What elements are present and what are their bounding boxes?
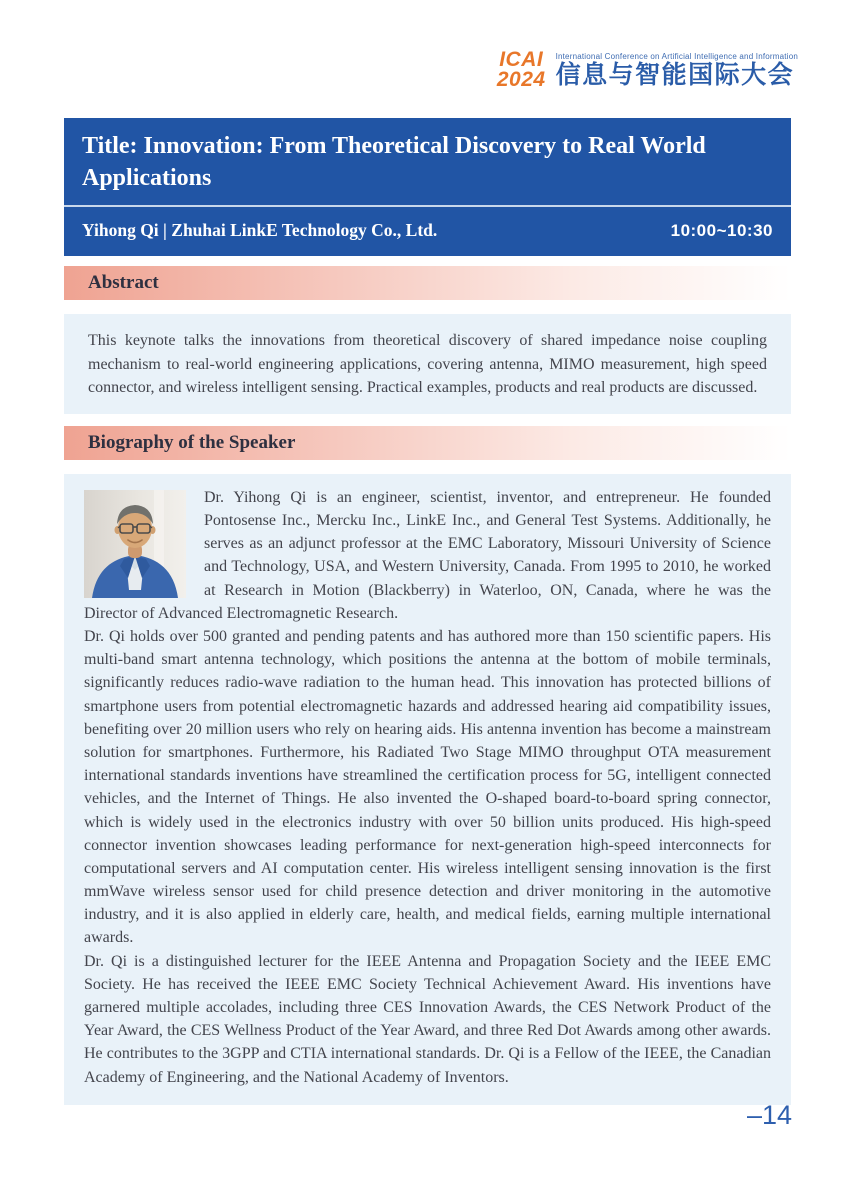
biography-paragraph: Dr. Yihong Qi is an engineer, scientist, inventor, and entrepreneur. He founded Pontosense Inc., Mercku Inc., LinkE Inc., and General Test Systems. Additionally, he serves as an adjunct professor at the EMC Laboratory, Missouri University of Science and Technology, USA, and Western University, Canada. From 1995 to 2010, he worked at Research in Motion (Blackberry) in Waterloo, ON, Canada, where he was the Director of Advanced Electromagnetic Research. — [84, 488, 771, 622]
logo-title-zh: 信息与智能国际大会 — [555, 60, 795, 89]
logo-icai-mark — [497, 50, 546, 90]
conference-logo — [497, 50, 798, 90]
page-number: –14 — [746, 1100, 792, 1130]
abstract-heading: Abstract — [88, 272, 159, 294]
abstract-text: This keynote talks the innovations from theoretical discovery of shared impedance noise coupling mechanism to real-world engineering applications, covering antenna, MIMO measurement, high speed connector, and wireless intelligent sensing. Practical examples, products and real products are discussed. — [88, 332, 767, 396]
biography-heading: Biography of the Speaker — [88, 431, 296, 453]
logo-text-block — [556, 52, 798, 88]
abstract-panel — [64, 314, 791, 414]
session-banner — [64, 118, 791, 256]
session-time: 10:00~10:30 — [670, 220, 773, 240]
page-content — [64, 118, 791, 1105]
biography-panel — [64, 474, 791, 1105]
speaker-photo — [84, 490, 186, 598]
session-title: Title: Innovation: From Theoretical Discovery to Real World Applications — [82, 133, 706, 191]
speaker-name: Yihong Qi | Zhuhai LinkE Technology Co., Ltd. — [82, 220, 438, 241]
biography-section-header — [64, 426, 791, 460]
abstract-section-header — [64, 266, 791, 300]
session-meta-row — [64, 207, 791, 256]
biography-paragraph: Dr. Qi holds over 500 granted and pending patents and has authored more than 150 scientific papers. His multi-band smart antenna technology, which positions the antenna at the bottom of mobile terminals, significantly reduces radio-wave radiation to the human head. This innovation has protected billions of smartphone users from potential electromagnetic hazards and addressed hearing aid compatibility issues, benefiting over 20 million users who rely on hearing aids. His antenna invention has become a mainstream solution for smartphones. Furthermore, his Radiated Two Stage MIMO throughput OTA measurement international standards inventions have streamlined the certification process for 5G, intelligent connected vehicles, and the Internet of Things. He also invented the O-shaped board-to-board spring connector, which is widely used in the electronics industry with over 50 billion units produced. His high-speed connector invention showcases leading performance for next-generation high-speed interconnects for computational servers and AI computation center. His wireless intelligent sensing innovation is the first mmWave wireless sensor used for child presence detection and driver monitoring in the automotive industry, and it is also applied in elderly care, health, and medical fields, earning multiple international awards. — [84, 628, 771, 947]
logo-acronym: ICAI — [499, 48, 544, 71]
logo-year: 2024 — [496, 67, 546, 91]
logo-subtitle-en: International Conference on Artificial Intelligence and Information — [555, 51, 798, 61]
biography-paragraph: Dr. Qi is a distinguished lecturer for the IEEE Antenna and Propagation Society and the IEEE EMC Society. He has received the IEEE EMC Society Technical Achievement Award. His inventions have garnered multiple accolades, including three CES Innovation Awards, the CES Network Product of the Year Award, the CES Wellness Product of the Year Award, and three Red Dot Awards among other awards. He contributes to the 3GPP and CTIA international standards. Dr. Qi is a Fellow of the IEEE, the Canadian Academy of Engineering, and the National Academy of Inventors. — [84, 952, 771, 1086]
